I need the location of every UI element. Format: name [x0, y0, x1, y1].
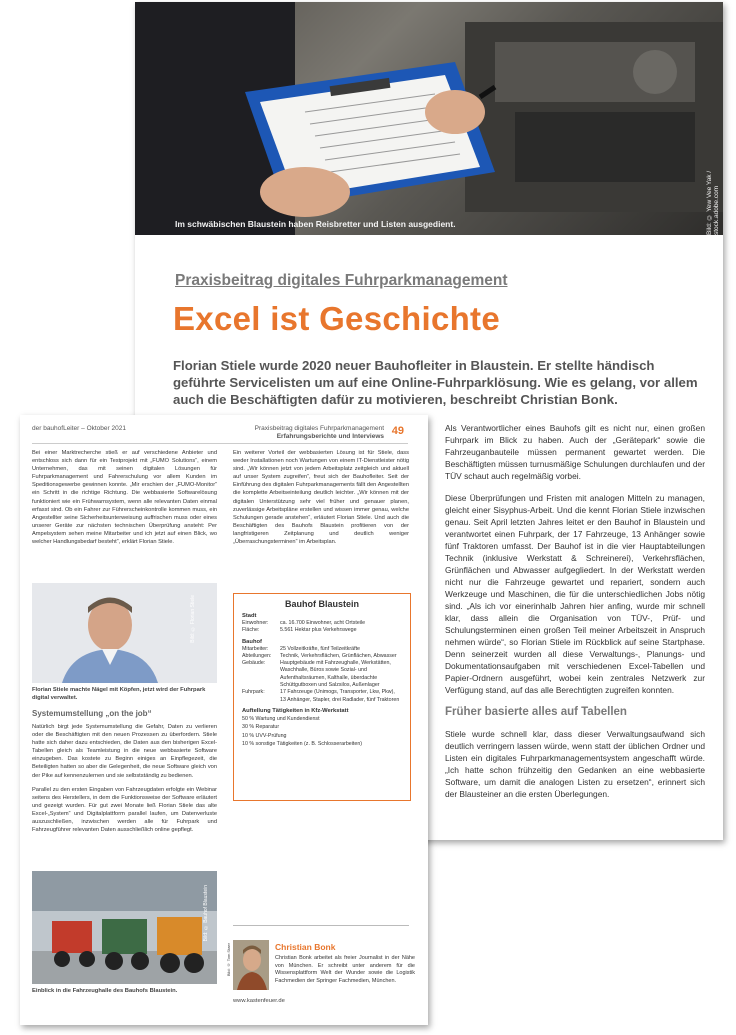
- infobox-section-title: Bauhof: [242, 638, 262, 645]
- running-header-right: [255, 425, 384, 441]
- website-link[interactable]: www.kastenfeuer.de: [233, 998, 285, 1004]
- kicker: Praxisbeitrag digitales Fuhrparkmanagement: [175, 272, 508, 289]
- header-section-title: Praxisbeitrag digitales Fuhrparkmanagement: [254, 425, 384, 432]
- col1-subhead: Systemumstellung „on the job“: [32, 709, 152, 718]
- infobox-key: Gebäude:: [242, 660, 266, 667]
- activity-item: 10 % sonstige Tätigkeiten (z. B. Schlosserarbeiten): [242, 741, 363, 748]
- body-paragraph: Natürlich birgt jede Systemumstellung die Gefahr, Daten zu verlieren oder die Beschäftigten mit den neuen Prozessen zu überfordern. Stiele hatte sich daher dazu entschieden, die Daten aus den bisherigen Excel-Tabellen gleich als Teamleistung in die neue webbasierte Software einzugeben. Das kostete zu Beginn einiges an Einpflegezeit, die Beteiligten hatten so aber die Gelegenheit, die neue Software gleich von der Pike auf kennenzulernen und sie selbstständig zu bedienen.: [32, 724, 217, 779]
- infobox-row: [242, 646, 410, 653]
- body-paragraph: Ein weiterer Vorteil der webbasierten Lösung ist für Stiele, dass weder Installationen noch Wartungen von einem IT-Dienstleister nötig sind. „Wir können jetzt von jedem Arbeitsplatz zeitgleich und aktuell auf unser System zugreifen“, freut sich der Bauhofleiter. Seit der Einführung des digitalen Fuhrparkmanagements fällt den Angestellten die komplette Arbeitseinteilung deutlich leichter. „Wir können mit der digitalen Unterstützung sehr viel früher und genauer planen, zuverlässige Arbeitspläne erstellen und wissen immer genau, welche Schulungen gerade anstehen“, erläutert Florian Stiele. Und auch die Beschäftigten des Bauhofs Blaustein profitieren von der langfristigeren Zeitplanung und deutlich weniger „Überraschungsterminen“ im Arbeitsplan.: [233, 450, 409, 546]
- infobox-row: [242, 653, 410, 660]
- vehicle-hall-photo: [32, 871, 217, 984]
- author-photo: [233, 940, 269, 990]
- infobox-row: [242, 660, 410, 689]
- author-illustration: [233, 940, 269, 990]
- front-col1-intro: [32, 449, 217, 552]
- infobox-value: Hauptgebäude mit Fahrzeughalle, Werkstätten, Waschhalle, Büros sowie Sozial- und Aufenthaltsräumen, Kalthalle, überdachte Schüttgutboxen und Salzsilos, Außenlager: [280, 660, 391, 689]
- infobox-key: Mitarbeiter:: [242, 645, 269, 652]
- body-paragraph: Als Verantwortlicher eines Bauhofs gilt es nicht nur, einen großen Fuhrpark im Blick zu haben. Auch der „Gerätepark“ sowie die Fahrzeuganbauteile müssen permanent gewartet werden. Die Beschäftigten müssen turnusmäßige Schulungen durchlaufen und der TÜV schaut auch regelmäßig vorbei.: [445, 423, 705, 481]
- activity-item: 30 % Reparatur: [242, 724, 280, 731]
- section-subhead: Früher basierte alles auf Tabellen: [445, 706, 627, 718]
- infobox-value: 5.561 Hektar plus Verkehrswege: [280, 627, 357, 634]
- front-col1-body: [32, 723, 217, 840]
- lead-paragraph: Florian Stiele wurde 2020 neuer Bauhofleiter in Blaustein. Er stellte händisch geführte Servicelisten um auf eine Online-Fuhrparklösung. Wie es gelang, vor allem auch die Beschäftigten dafür zu motivieren, beschreibt Christian Bonk.: [173, 358, 698, 407]
- headline: Excel ist Geschichte: [173, 300, 500, 337]
- infobox-row: [242, 620, 410, 627]
- body-paragraph: Diese Überprüfungen und Fristen mit analogen Mitteln zu managen, gleicht einer Sisyphus-Arbeit. Und die kennt Florian Stiele inzwischen genau. Seit April letzten Jahres leitet er den Bauhof in Blaustein und verantwortet einen Fuhrpark, der 17 Fahrzeuge, 13 Anhänger sowie fünf Traktoren umfasst. Der Bauhof ist in die vier Hauptabteilungen Technik (inklusive Werkstatt & Schreinerei), Verkehrsflächen, Grünflächen und Abwasser aufgegliedert. In der Werkstatt werden nicht nur die Fahrzeuge gewartet und repariert, sondern auch Werkzeuge und Maschinen, die für die unterschiedlichen Jobs nötig sind. „Als ich vor einerinhalb Jahren hier anfing, wurde mir schnell klar, dass allein die Organisation von TÜV-, Prüf- und Schulungsterminen einen großen Teil meiner Arbeitszeit in Anspruch nehmen würde“, so Florian Stiele im Rückblick auf seine Startphase. Denn seinerzeit wurden all diese Verwaltungs-, Planungs- und Dokumentationsaufgaben mit verschiedenen Excel-Tabellen und Papier-Ordnern ausgeführt, wobei kein zentrales Netzwerk zur Verfügung stand, auf das alle Berechtigten zugreifen konnten.: [445, 493, 705, 695]
- author-photo-credit: Bild: © Tom Staer: [226, 943, 231, 977]
- infobox-key: Fläche:: [242, 627, 260, 634]
- infobox-value: 17 Fahrzeuge (Unimogs, Transporter, Lkw, Pkw), 13 Anhänger, Stapler, drei Radlader, fünf Traktoren: [280, 689, 400, 703]
- header-section-subtitle: Erfahrungsberichte und Interviews: [276, 433, 384, 440]
- header-divider: [32, 443, 408, 444]
- hero-photo: [135, 2, 723, 235]
- infobox-bauhof: [233, 593, 411, 801]
- infobox-key: Fuhrpark:: [242, 689, 265, 696]
- hall-photo-caption: Einblick in die Fahrzeughalle des Bauhofs Blaustein.: [32, 988, 178, 994]
- author-bio: Christian Bonk arbeitet als freier Journalist in der Nähe von München. Er schreibt unter anderem für die Wissensplattform Welt der Wunder sowie die Logistik Fachmedien der Springer Fachmedien, München.: [275, 955, 415, 984]
- hall-photo-credit: Bild: © Bauhof Blaustein: [203, 885, 209, 942]
- infobox-title: Bauhof Blaustein: [284, 599, 359, 609]
- front-col2-body: [233, 449, 409, 552]
- hero-caption: Im schwäbischen Blaustein haben Reisbretter und Listen ausgedient.: [175, 219, 456, 229]
- infobox-section-title: Auftellung Tätigkeiten in Kfz-Werkstatt: [242, 707, 349, 714]
- running-header-left: der bauhofLeiter – Oktober 2021: [32, 425, 126, 432]
- author-name: Christian Bonk: [275, 942, 336, 952]
- infobox-value: Technik, Verkehrsflächen, Grünflächen, Abwasser: [280, 652, 397, 659]
- mechanic-clipboard-illustration: [135, 2, 723, 235]
- portrait-credit: Bild: © Florian Stiele: [190, 595, 196, 643]
- body-paragraph: Stiele wurde schnell klar, dass dieser Verwaltungsaufwand sich deutlich verringern lassen würde, wenn statt der üblichen Ordner und Listen ein digitales Fuhrparkmanagementsystem angeschafft würde. „Ich hatte schon frühzeitig den Gedanken an eine webbasierte Software, um damit die analogen Listen zu ersetzen“, erinnert sich der Blausteiner an die ersten Überlegungen.: [445, 729, 705, 799]
- activity-item: 10 % UVV-Prüfung: [242, 732, 287, 739]
- infobox-key: Einwohner:: [242, 620, 269, 626]
- article-page-front: [20, 415, 428, 1025]
- body-paragraph: Bei einer Marktrecherche stieß er auf verschiedene Anbieter und entschloss sich dann für ein Testprojekt mit „FUMO Solutions“, einem Unternehmen, das mit seinen digitalen Lösungen für Fuhrparkmanagement und Fahrerschulung vor allem Kunden im Speditionsgewerbe gewinnen konnte. „Mir erschien der „FUMO-Monitor“ ein Schritt in die richtige Richtung. Die webbasierte Softwarelösung funktioniert wie ein Frühwarnsystem, wenn alle relevanten Daten einmal erfasst sind. Ob ein Fahrer zur Führerscheinkontrolle kommen muss, ein Angestellter seine Sicherheitsunterweisung auffrischen muss oder eines unserer Geräte zur nächsten technischen Überprüfung ansteht: Per Ampelsystem sehen meine Mitarbeiter und ich jetzt auf einen Blick, wo welcher Handlungsbedarf besteht“, erklärt Florian Stiele.: [32, 450, 217, 546]
- body-column-right: [445, 422, 705, 810]
- infobox-section-title: Stadt: [242, 613, 257, 619]
- portrait-caption: Florian Stiele machte Nägel mit Köpfen, jetzt wird der Fuhrpark digital verwaltet.: [32, 687, 206, 701]
- page-number: 49: [391, 425, 404, 437]
- infobox-row: [242, 689, 410, 704]
- activity-item: 50 % Wartung und Kundendienst: [242, 715, 320, 722]
- vehicle-hall-illustration: [32, 871, 217, 984]
- infobox-key: Abteilungen:: [242, 652, 272, 659]
- infobox-value: ca. 16.700 Einwohner, acht Ortsteile: [280, 620, 366, 626]
- hero-credit: Bild: © Yew Vee Yak / stock.adobe.com: [706, 170, 720, 235]
- infobox-row: [242, 627, 410, 634]
- infobox-value: 25 Vollzeitkräfte, fünf Teilzeitkräfte: [280, 645, 360, 652]
- author-divider: [233, 925, 409, 926]
- body-paragraph: Parallel zu den ersten Eingaben von Fahrzeugdaten erfolgte ein Webinar seitens des Herstellers, in dem die Funktionsweise der Software erläutert und gezeigt wurden. Für gut zwei Monate ließ Florian Stiele das alte Excel-„System“ und Digitalplattform parallel laufen, um Datenverluste auszuschließen, inzwischen werden alle für Fuhrpark und Fahrzeugführer relevanten Daten ausschließlich online gepflegt.: [32, 786, 217, 834]
